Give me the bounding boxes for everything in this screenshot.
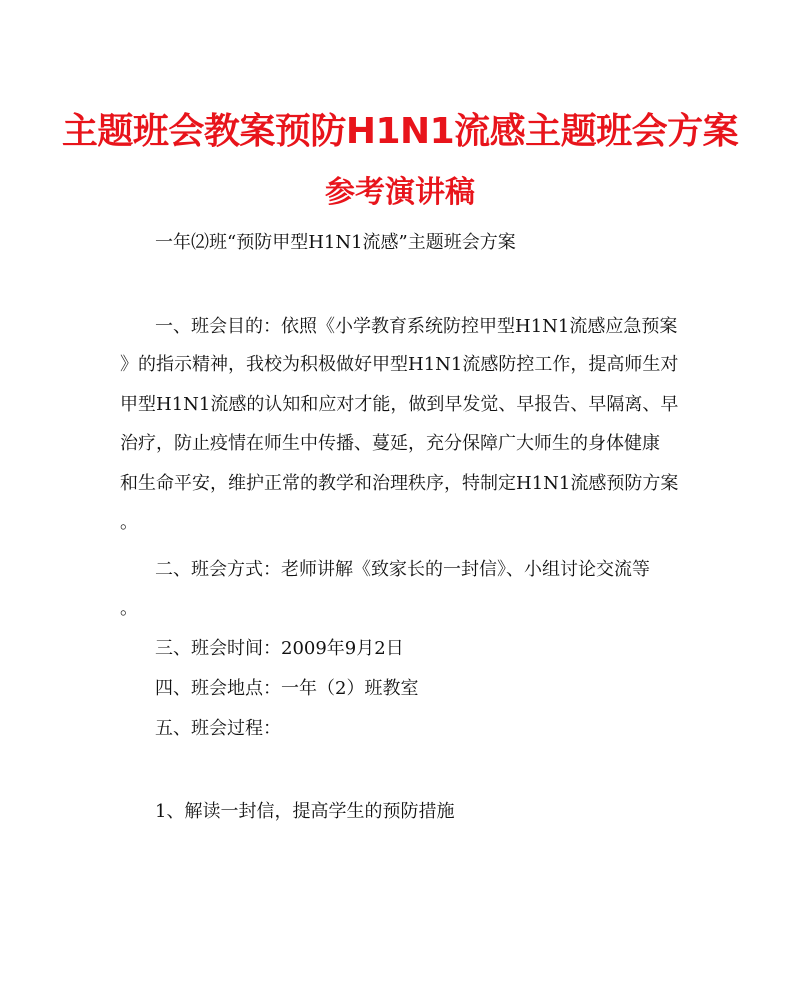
paragraph-line: 二、班会方式：老师讲解《致家长的一封信》、小组讨论交流等	[155, 559, 650, 580]
paragraph-line: 甲型H1N1流感的认知和应对才能，做到早发觉、早报告、早隔离、早	[120, 394, 679, 415]
paragraph-line: 五、班会过程：	[155, 718, 281, 739]
paragraph-line: 。	[120, 598, 138, 619]
paragraph-line: 治疗，防止疫情在师生中传播、蔓延，充分保障广大师生的身体健康	[120, 433, 660, 454]
paragraph-line: 1、解读一封信，提高学生的预防措施	[155, 801, 455, 822]
document-subtitle: 一年⑵班“预防甲型H1N1流感”主题班会方案	[155, 232, 516, 253]
paragraph-line: 一、班会目的：依照《小学教育系统防控甲型H1N1流感应急预案	[155, 316, 678, 337]
paragraph-line: 》的指示精神，我校为积极做好甲型H1N1流感防控工作，提高师生对	[120, 354, 679, 375]
paragraph-line: 和生命平安，维护正常的教学和治理秩序，特制定H1N1流感预防方案	[120, 473, 679, 494]
paragraph-line: 。	[120, 512, 138, 533]
document-title-line2: 参考演讲稿	[325, 175, 475, 210]
paragraph-line: 三、班会时间：2009年9月2日	[155, 638, 404, 659]
paragraph-line: 四、班会地点：一年（2）班教室	[155, 678, 419, 699]
document-title-line1: 主题班会教案预防H1N1流感主题班会方案	[61, 111, 739, 152]
